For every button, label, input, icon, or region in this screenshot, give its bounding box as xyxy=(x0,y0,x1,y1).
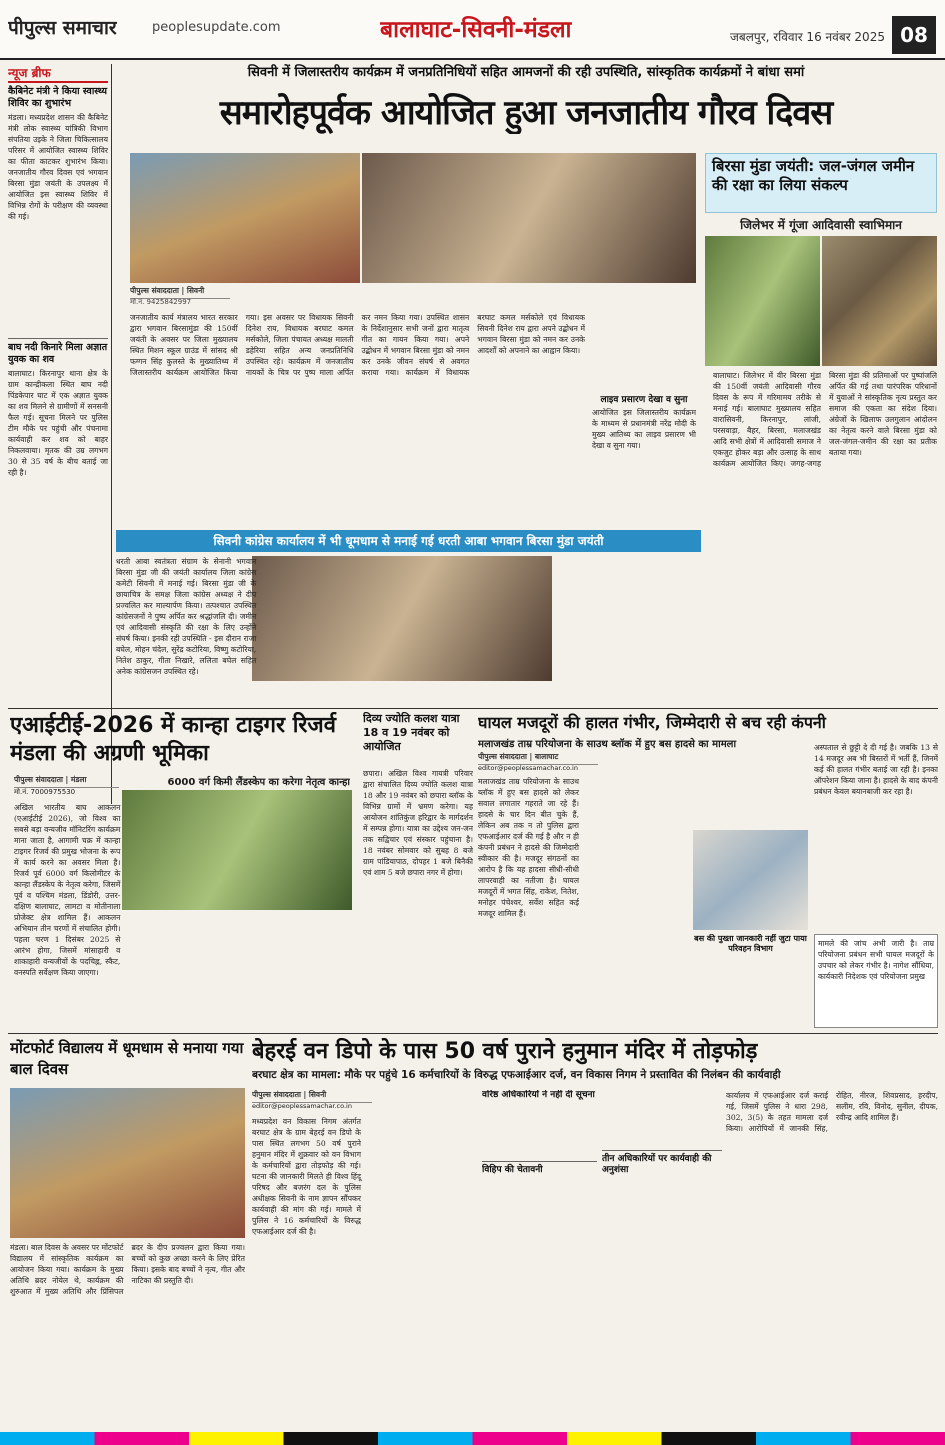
top-phone: मो.नं. 9425842997 xyxy=(130,298,192,306)
birsa-headline[interactable]: बिरसा मुंडा जयंती: जल-जंगल जमीन की रक्षा का लिया संकल्प xyxy=(712,157,915,194)
montfort-headline[interactable]: मोंटफोर्ट विद्यालय में धूमधाम से मनाया गया बाल दिवस xyxy=(10,1039,244,1078)
kanha-phone: मो.नं. 7000975530 xyxy=(14,788,76,796)
hospital-photo xyxy=(693,830,808,930)
top-byline: पीपुल्स संवाददाता | सिवनी xyxy=(130,286,230,299)
injured-body: मलाजखंड ताम्र परियोजना के साउथ ब्लॉक में हुए बस हादसे को लेकर सवाल लगातार गहराते जा रहे हैं। हादसे के चार दिन बीत चुके हैं, लेकिन अब तक न तो पुलिस द्वारा एफआईआर दर्ज की गई है और न ही कंपनी प्रबंधन ने हादसे की जिम्मेदारी स्वीकार की है। मजदूर संगठनों का आरोप है कि यह हादसा सीधी-सीधी लापरवाही का नतीजा है। घायल मजदूरों में भगत सिंह, राकेश, नितेश, मनोहर पंचेश्वर, सर्वेश सहित कई मजदूर शामिल हैं। xyxy=(478,777,579,918)
injured-headline[interactable]: घायल मजदूरों की हालत गंभीर, जिम्मेदारी से बच रही कंपनी xyxy=(478,713,826,732)
top-story-body: जनजातीय कार्य मंत्रालय भारत सरकार द्वारा भगवान बिरसामुंडा की 150वीं जयंती के अवसर पर जिला मुख्यालय स्थित मिशन स्कूल ग्राउंड में सांसद श्री फग्गन सिंह कुलस्ते के मुख्यातिथ्य में जिलास्तरीय कार्यक्रम आयोजित किया गया। इस अवसर पर विधायक सिवनी दिनेश राय, विधायक बरघाट कमल मर्सकोले, जिला पंचायत अध्यक्ष मालती डहेरिया सहित अन्य जनप्रतिनिधि उपस्थित रहे। कार्यक्रम में जनजातीय नायकों के चित्र पर पुष्प माला अर्पित कर नमन किया गया। उपस्थित शासन के निर्देशानुसार सभी जनों द्वारा मातृत्व गीत का गायन किया गया। अपने उद्बोधन में भगवान बिरसा मुंडा को नमन कर उनके जीवन संघर्ष से अवगत कराया गया। कार्यक्रम में विधायक बरघाट कमल मर्सकोले एवं विधायक सिवनी दिनेश राय द्वारा अपने उद्बोधन में भगवान बिरसा मुंडा को नमन कर उनके आदर्शों को अपनाने का आह्वान किया। xyxy=(130,313,585,377)
kanha-byline: पीपुल्स संवाददाता | मंडला xyxy=(14,775,119,788)
temple-headline[interactable]: बेहरई वन डिपो के पास 50 वर्ष पुराने हनुमान मंदिर में तोड़फोड़ xyxy=(252,1039,758,1064)
page-number: 08 xyxy=(892,16,936,54)
congress-headline[interactable]: सिवनी कांग्रेस कार्यालय में भी धूमधाम से मनाई गई धरती आबा भगवान बिरसा मुंडा जयंती xyxy=(213,534,604,548)
injured-quote-box xyxy=(814,934,938,1028)
kanha-body: अखिल भारतीय बाघ आकलन (एआईटीई 2026), जो विश्व का सबसे बड़ा वन्यजीव मॉनिटरिंग कार्यक्रम माना जाता है, आगामी चक्र में कान्हा टाइगर रिजर्व की प्रमुख भोजना के रूप में कार्य करने का अवसर मिला है। रिजर्व पूर्व 6000 वर्ग किलोमीटर के कान्हा लैंडस्केप के नेतृत्व करेगा, जिसमें पूर्व व पश्चिम मंडला, डिंडोरी, उत्तर-दक्षिण बालाघाट, लामटा व मोतीनाला प्रोजेक्ट क्षेत्र शामिल हैं। आकलन अभियान तीन चरणों में संचालित होगी। पहला चरण 1 दिसंबर 2025 से आरंभ होगा, जिसमें मांसाहारी व शाकाहारी वन्यजीवों के पदचिह्न, स्कैट, वनस्पति सर्वेक्षण किया जाएगा। xyxy=(14,803,121,977)
montfort-photo xyxy=(10,1088,245,1238)
temple-subhead-4: तीन अधिकारियों पर कार्यवाही की अनुशंसा xyxy=(602,1150,722,1176)
temple-subhead-3: विहिप की चेतावनी xyxy=(482,1161,597,1176)
website-url[interactable]: peoplesupdate.com xyxy=(152,20,281,35)
live-subhead: लाइव प्रसारण देखा व सुना xyxy=(600,395,688,405)
section-divider-2 xyxy=(8,1033,938,1034)
brief-headline-2[interactable]: बाघ नदी किनारे मिला अज्ञात युवक का शव xyxy=(8,338,108,366)
section-title: बालाघाट-सिवनी-मंडला xyxy=(380,17,572,43)
temple-side-body: कार्यालय में एफआईआर दर्ज कराई गई, जिसमें पुलिस ने धारा 298, 302, 3(5) के तहत मामला दर्ज किया। आरोपियों में जानकी सिंह, रोहित, नीरज, शिवप्रसाद, हरदीप, सलीम, रवि, विनोद, सुनील, दीपक, रवीन्द्र आदि शामिल हैं। xyxy=(726,1091,938,1133)
temple-subhead-2: वरिष्ठ अधिकारियों ने नहीं दी सूचना xyxy=(482,1090,595,1100)
masthead xyxy=(0,0,945,60)
live-section xyxy=(592,392,696,527)
column-divider xyxy=(111,64,112,804)
birsa-body: बालाघाट। जिलेभर में वीर बिरसा मुंडा की 150वीं जयंती आदिवासी गौरव दिवस के रूप में गरिमामय तरीके से मनाई गई। बालाघाट मुख्यालय सहित वारासिवनी, किरनापुर, लांजी, परसवाड़ा, बैहर, बिरसा, मलाजखंड आदि सभी क्षेत्रों में आदिवासी समाज ने एकजुट होकर बड़ा और उत्साह के साथ कार्यक्रम आयोजित किए। जगह-जगह बिरसा मुंडा की प्रतिमाओं पर पुष्पांजलि अर्पित की गई तथा पारंपरिक परिधानों में युवाओं ने सांस्कृतिक नृत्य प्रस्तुत कर समाज की एकता का संदेश दिया। अंग्रेजों के खिलाफ उलगुलान आंदोलन का नेतृत्व करने वाले बिरसा मुंडा को जल-जंगल-जमीन की रक्षा का प्रतीक बताया गया। xyxy=(713,371,937,468)
top-headline[interactable]: समारोहपूर्वक आयोजित हुआ जनजातीय गौरव दिवस xyxy=(219,93,833,133)
top-strap: सिवनी में जिलास्तरीय कार्यक्रम में जनप्रतिनिधियों सहित आमजनों की रही उपस्थिति, सांस्कृतिक कार्यक्रमों ने बांधा समां xyxy=(247,65,805,80)
congress-body: धरती आबा स्वतंत्रता संग्राम के सेनानी भगवान बिरसा मुंडा जी की जयंती कार्यालय जिला कांग्रेस कमेटी सिवनी में मनाई गई। बिरसा मुंडा जी के छायाचित्र के समक्ष जिला कांग्रेस अध्यक्ष ने दीप प्रज्वलित कर माल्यार्पण किया। तत्पश्चात उपस्थित कांग्रेसजनों ने पुष्प अर्पित कर श्रद्धांजलि दी। जमीन एवं आदिवासी संस्कृति की रक्षा के लिए उन्होंने संघर्ष किया। इनकी रही उपस्थिति - इस दौरान राजा बघेल, मोहन चंदेल, सुरेंद्र कटोरिया, विष्णु कटोरिया, नितेश ठाकुर, गीता निखारे, ललिता बघेल सहित अनेक कांग्रेसजन उपस्थित रहे। xyxy=(116,557,257,676)
injured-side-body: अस्पताल से छुट्टी दे दी गई है। जबकि 13 से 14 मजदूर अब भी बिस्तरों में भर्ती हैं, जिनमें कई की हालत गंभीर बताई जा रही है। इनका ऑपरेशन किया जाना है। हादसे के बाद कंपनी प्रबंधन केवल बयानबाजी कर रहा है। xyxy=(814,743,938,796)
brief-headline-1[interactable]: कैबिनेट मंत्री ने किया स्वास्थ्य शिविर का शुभारंभ xyxy=(8,86,107,109)
kalash-body: छपारा। अखिल विश्व गायत्री परिवार द्वारा संचालित दिव्य ज्योति कलश यात्रा 18 और 19 नवंबर को छपारा ब्लॉक के विभिन्न ग्रामों में भ्रमण करेगा। यह आयोजन शांतिकुंज हरिद्वार के मार्गदर्शन में सम्पन्न होगा। यात्रा का उद्देश्य जन-जन तक सद्विचार एवं संस्कार पहुंचाना है। 18 नवंबर सोमवार को सुबह 8 बजे ग्राम पांडियापाठ, दोपहर 1 बजे बिनैकी एवं शाम 5 बजे छपारा नगर में होगा। xyxy=(363,769,473,877)
print-color-bar xyxy=(0,1432,945,1445)
temple-subhead: बरघाट क्षेत्र का मामला: मौके पर पहुंचे 16 कर्मचारियों के विरुद्ध एफआईआर दर्ज, वन विकास निगम ने प्रस्तावित की निलंबन की कार्यवाही xyxy=(252,1069,781,1081)
live-body: आयोजित इस जिलास्तरीय कार्यक्रम के माध्यम से प्रधानमंत्री नरेंद्र मोदी के मुख्य आतिथ्य का लाइव प्रसारण भी देखा व सुना गया। xyxy=(592,408,696,450)
injured-quote: मामले की जांच अभी जारी है। ताम्र परियोजना प्रबंधन सभी घायल मजदूरों के उपचार को लेकर गंभीर है। नागेश सौंधिया, कार्यकारी निदेशक एवं परियोजना प्रमुख xyxy=(818,939,934,981)
photo-caption: बस की पुख्ता जानकारी नहीं जुटा पाया परिवहन विभाग xyxy=(694,934,807,953)
temple-body: मध्यप्रदेश वन विकास निगम अंतर्गत बरघाट क्षेत्र के ग्राम बेहरई वन डिपो के पास स्थित लगभग 50 वर्ष पुराने हनुमान मंदिर में शुक्रवार को वन विभाग के कर्मचारियों द्वारा तोड़फोड़ की गई। घटना की जानकारी मिलते ही विश्व हिंदू परिषद और बजरंग दल के पुलिस अधीक्षक सिवनी के नाम ज्ञापन सौंपकर कार्यवाही की मांग की गई। मामले में पुलिस ने 16 कर्मचारियों के विरुद्ध एफआईआर दर्ज की है। xyxy=(252,1117,361,1236)
kalash-headline[interactable]: दिव्य ज्योति कलश यात्रा 18 व 19 नवंबर को आयोजित xyxy=(363,712,460,753)
issue-date: जबलपुर, रविवार 16 नवंबर 2025 xyxy=(730,30,885,44)
section-divider xyxy=(8,708,938,709)
injured-email[interactable]: editor@peoplessamachar.co.in xyxy=(478,764,578,772)
montfort-body: मंडला। बाल दिवस के अवसर पर मोंटफोर्ट विद्यालय में सांस्कृतिक कार्यक्रम का आयोजन किया गया। कार्यक्रम के मुख्य अतिथि ब्रदर नोयेल थे, कार्यक्रम की शुरुआत में मुख्य अतिथि और प्रिंसिपल ब्रदर के दीप प्रज्वलन द्वारा किया गया। बच्चों को कुछ अच्छा करने के लिए प्रेरित किया। इसके बाद बच्चों ने नृत्य, गीत और नाटिका की प्रस्तुति दी। xyxy=(10,1243,245,1296)
birsa-photo-procession xyxy=(822,236,937,366)
temple-right-column xyxy=(602,1150,722,1250)
injured-subhead: मलाजखंड ताम्र परियोजना के साउथ ब्लॉक में हुए बस हादसे का मामला xyxy=(478,739,737,750)
kanha-subhead: 6000 वर्ग किमी लैंडस्केप का करेगा नेतृत्व कान्हा xyxy=(167,777,350,788)
kanha-headline[interactable]: एआईटीई-2026 में कान्हा टाइगर रिजर्व मंडला की अग्रणी भूमिका xyxy=(10,713,336,766)
brief-body-2: बालाघाट। किरनापुर थाना क्षेत्र के ग्राम कान्द्रीकला स्थित बाघ नदी पिंडकेपार घाट में एक अज्ञात युवक का शव मिलने से ग्रामीणों में सनसनी फैल गई। सूचना मिलने पर पुलिस टीम मौके पर पहुंची और पंचनामा कार्यवाही कर शव को बाहर निकलवाया। मृतक की उम्र लगभग 30 से 35 वर्ष के बीच बताई जा रही है। xyxy=(8,369,108,477)
injured-byline: पीपुल्स संवाददाता | बालाघाट xyxy=(478,752,598,765)
temple-mid-column xyxy=(482,1090,597,1428)
brief-body-1: मंडला। मध्यप्रदेश शासन की कैबिनेट मंत्री लोक स्वास्थ्य यांत्रिकी विभाग संपतिया उइके ने जिला चिकित्सालय परिसर में आयोजित स्वास्थ्य शिविर का फीता काटकर शुभारंभ किया। जनजातीय गौरव दिवस एवं भगवान बिरसा मुंडा जयंती के उपलक्ष्य में आयोजित इस स्वास्थ्य शिविर में विभिन्न रोगों के परीक्षण की व्यवस्था की गई। xyxy=(8,113,108,221)
birsa-photo-statue xyxy=(705,236,820,366)
news-brief-column xyxy=(8,64,108,804)
congress-banner xyxy=(116,530,701,552)
newspaper-logo: पीपुल्स समाचार xyxy=(8,17,117,39)
temple-email[interactable]: editor@peoplessamachar.co.in xyxy=(252,1102,352,1110)
event-photo-stage xyxy=(130,153,360,283)
birsa-subhead: जिलेभर में गूंजा आदिवासी स्वाभिमान xyxy=(740,218,902,232)
birsa-title-box xyxy=(705,153,937,213)
temple-byline: पीपुल्स संवाददाता | सिवनी xyxy=(252,1090,372,1103)
news-brief-label: न्यूज ब्रीफ xyxy=(8,64,108,83)
event-photo-dance xyxy=(362,153,696,283)
